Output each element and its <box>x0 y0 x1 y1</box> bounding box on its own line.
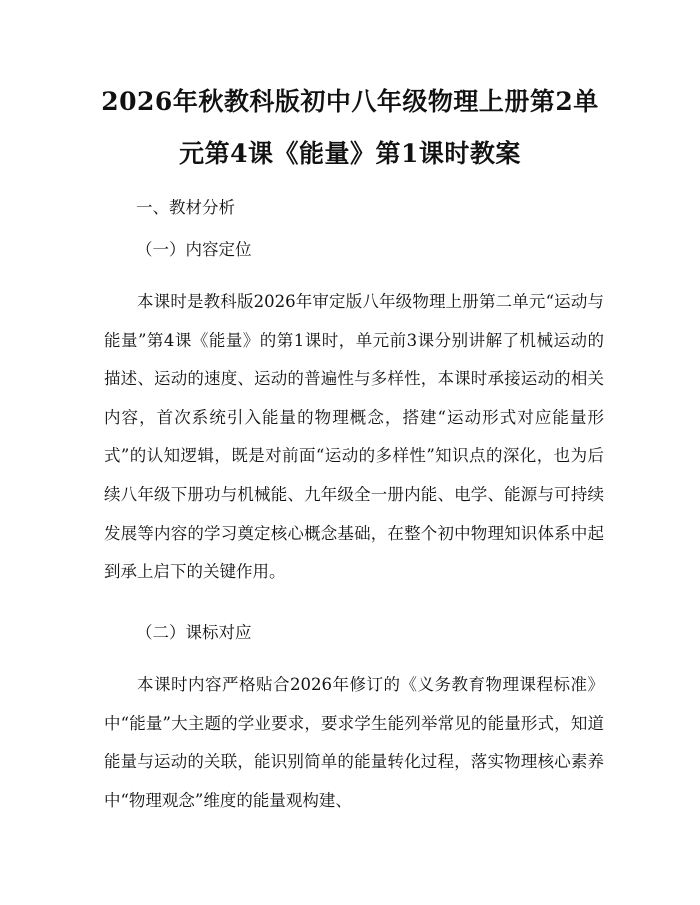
paragraph-positioning: 本课时是教科版2026年审定版八年级物理上册第二单元“运动与能量”第4课《能量》的第1课时，单元前3课分别讲解了机械运动的描述、运动的速度、运动的普遍性与多样性，本课时承接运动的相关内容，首次系统引入能量的物理概念，搭建“运动形式对应能量形式”的认知逻辑，既是对前面“运动的多样性”知识点的深化，也为后续八年级下册功与机械能、九年级全一册内能、电学、能源与可持续发展等内容的学习奠定核心概念基础，在整个初中物理知识体系中起到承上启下的关键作用。 <box>104 292 604 582</box>
document-title <box>95 76 605 180</box>
section-heading-analysis: 一、教材分析 <box>136 198 235 217</box>
subsection-heading-positioning: （一）内容定位 <box>136 240 252 259</box>
subsection-heading-curriculum: （二）课标对应 <box>136 623 252 642</box>
paragraph-curriculum: 本课时内容严格贴合2026年修订的《义务教育物理课程标准》中“能量”大主题的学业要求，要求学生能列举常见的能量形式，知道能量与运动的关联，能识别简单的能量转化过程，落实物理核心素养中“物理观念”维度的能量观构建、 <box>104 675 604 810</box>
title-line-1: 2026年秋教科版初中八年级物理上册第2单 <box>101 87 599 116</box>
title-line-2: 元第4课《能量》第1课时教案 <box>179 139 521 168</box>
